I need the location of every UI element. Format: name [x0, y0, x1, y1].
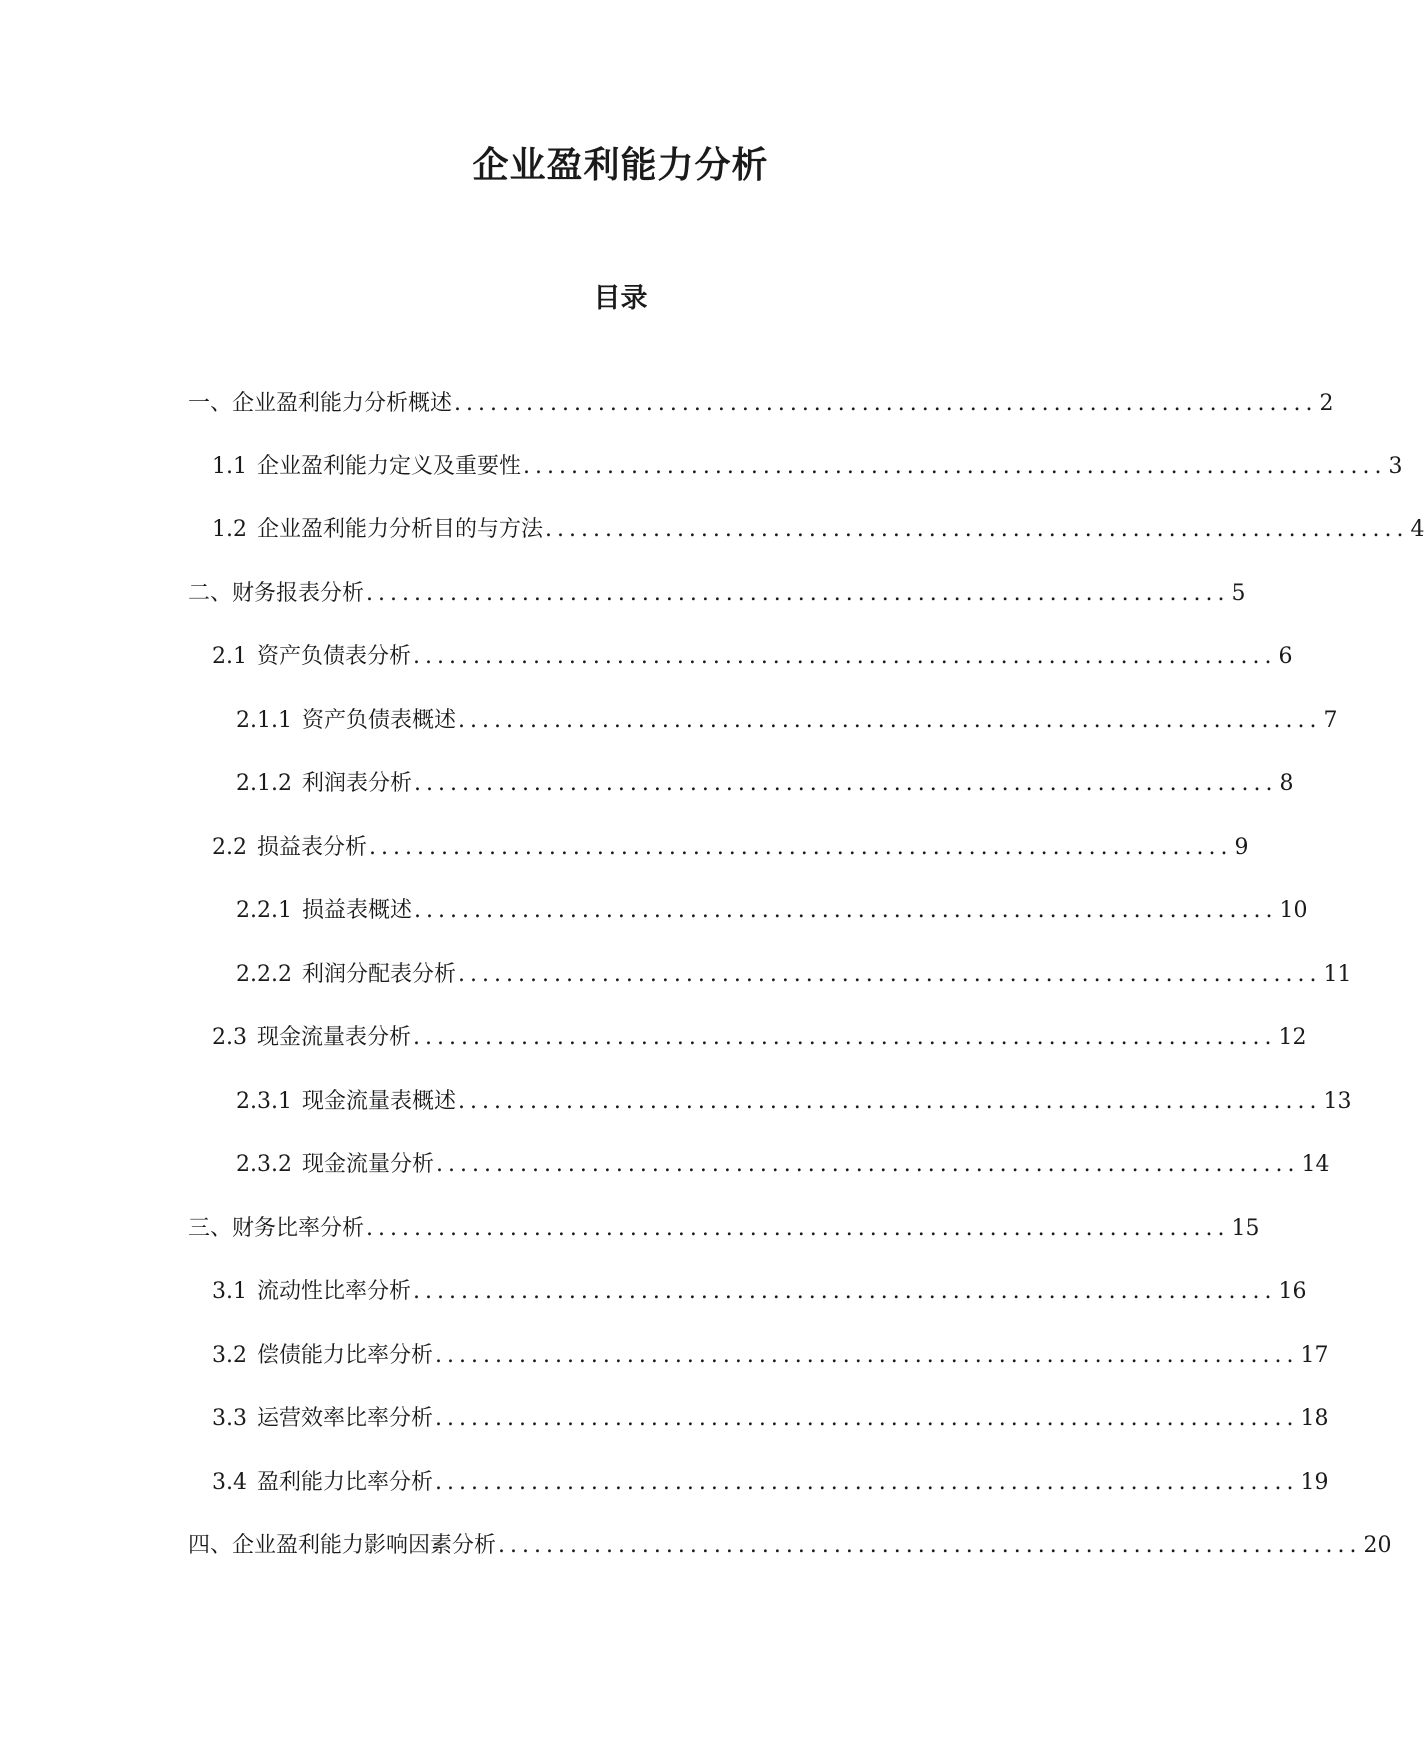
toc-entry-text: 流动性比率分析	[257, 1279, 412, 1304]
toc-section-number: 3.1	[212, 1279, 247, 1304]
toc-dot-leader: ........................................................................	[458, 1089, 1322, 1114]
toc-entry[interactable]	[212, 831, 1249, 865]
toc-section-number: 2.2.2	[236, 962, 292, 987]
toc-entry-text: 企业盈利能力定义及重要性	[257, 454, 522, 479]
toc-entry[interactable]	[212, 640, 1293, 674]
toc-dot-leader: ........................................................................	[414, 898, 1278, 923]
toc-entry-text: 盈利能力比率分析	[257, 1470, 434, 1495]
toc-entry[interactable]	[188, 387, 1334, 421]
toc-dot-leader: ........................................................................	[436, 1152, 1300, 1177]
toc-entry-text: 资产负债表分析	[257, 644, 412, 669]
toc-section-number: 3.3	[212, 1406, 247, 1431]
toc-dot-leader: ........................................................................	[545, 517, 1409, 542]
toc-dot-leader: ........................................................................	[523, 454, 1387, 479]
toc-dot-leader: ........................................................................	[435, 1406, 1299, 1431]
toc-page-number: 13	[1323, 1089, 1352, 1114]
toc-page-number: 20	[1363, 1533, 1392, 1558]
toc-entry[interactable]	[212, 1275, 1307, 1309]
toc-dot-leader: ........................................................................	[369, 835, 1233, 860]
toc-section-number: 2.3	[212, 1025, 247, 1050]
toc-entry-text: 现金流量分析	[301, 1152, 434, 1177]
toc-entry-text: 三、财务比率分析	[188, 1216, 365, 1241]
toc-entry-text: 现金流量表概述	[301, 1089, 456, 1114]
toc-entry-text: 资产负债表概述	[301, 708, 456, 733]
toc-entry-text: 运营效率比率分析	[257, 1406, 434, 1431]
toc-entry[interactable]	[236, 894, 1308, 928]
toc-entry-text: 四、企业盈利能力影响因素分析	[188, 1533, 497, 1558]
toc-section-number: 2.1.1	[236, 708, 292, 733]
toc-page-number: 10	[1279, 898, 1308, 923]
toc-entry-text: 损益表概述	[301, 898, 412, 923]
toc-entry[interactable]	[212, 513, 1425, 547]
toc-entry[interactable]	[188, 1529, 1392, 1563]
toc-entry-text: 利润表分析	[301, 771, 412, 796]
toc-entry[interactable]	[236, 767, 1294, 801]
toc-page-number: 6	[1278, 644, 1293, 669]
toc-dot-leader: ........................................................................	[414, 771, 1278, 796]
toc-dot-leader: ........................................................................	[413, 644, 1277, 669]
document-title: 企业盈利能力分析	[472, 145, 769, 186]
toc-page-number: 3	[1388, 454, 1403, 479]
toc-entry[interactable]	[236, 704, 1338, 738]
toc-entry-text: 损益表分析	[257, 835, 368, 860]
toc-page-number: 11	[1323, 962, 1352, 987]
toc-heading: 目录	[593, 283, 648, 314]
toc-page-number: 18	[1300, 1406, 1329, 1431]
toc-entry[interactable]	[212, 1339, 1329, 1373]
toc-dot-leader: ........................................................................	[454, 391, 1318, 416]
toc-entry-text: 现金流量表分析	[257, 1025, 412, 1050]
toc-entry-text: 偿债能力比率分析	[257, 1343, 434, 1368]
toc-entry[interactable]	[212, 450, 1403, 484]
toc-section-number: 1.2	[212, 517, 247, 542]
toc-entry[interactable]	[236, 958, 1352, 992]
toc-page-number: 4	[1410, 517, 1425, 542]
toc-section-number: 3.2	[212, 1343, 247, 1368]
toc-page-number: 19	[1300, 1470, 1329, 1495]
toc-dot-leader: ........................................................................	[413, 1279, 1277, 1304]
toc-dot-leader: ........................................................................	[498, 1533, 1362, 1558]
toc-dot-leader: ........................................................................	[413, 1025, 1277, 1050]
toc-page-number: 14	[1301, 1152, 1330, 1177]
toc-entry[interactable]	[236, 1148, 1330, 1182]
toc-page-number: 7	[1323, 708, 1338, 733]
toc-page-number: 17	[1300, 1343, 1329, 1368]
toc-entry[interactable]	[212, 1466, 1329, 1500]
toc-page-number: 15	[1231, 1216, 1260, 1241]
toc-section-number: 2.3.2	[236, 1152, 292, 1177]
toc-page-number: 9	[1234, 835, 1249, 860]
toc-section-number: 3.4	[212, 1470, 247, 1495]
toc-entry[interactable]	[212, 1021, 1307, 1055]
toc-entry-text: 二、财务报表分析	[188, 581, 365, 606]
toc-section-number: 2.2	[212, 835, 247, 860]
toc-dot-leader: ........................................................................	[458, 708, 1322, 733]
toc-page-number: 5	[1231, 581, 1246, 606]
toc-entry[interactable]	[188, 1212, 1260, 1246]
toc-entry[interactable]	[212, 1402, 1329, 1436]
toc-section-number: 2.3.1	[236, 1089, 292, 1114]
toc-dot-leader: ........................................................................	[435, 1343, 1299, 1368]
toc-entry[interactable]	[236, 1085, 1352, 1119]
toc-section-number: 2.2.1	[236, 898, 292, 923]
toc-dot-leader: ........................................................................	[435, 1470, 1299, 1495]
toc-dot-leader: ........................................................................	[366, 1216, 1230, 1241]
toc-page-number: 12	[1278, 1025, 1307, 1050]
toc-section-number: 1.1	[212, 454, 247, 479]
toc-entry-text: 企业盈利能力分析目的与方法	[257, 517, 544, 542]
toc-page-number: 8	[1279, 771, 1294, 796]
toc-dot-leader: ........................................................................	[366, 581, 1230, 606]
toc-entry-text: 利润分配表分析	[301, 962, 456, 987]
toc-section-number: 2.1	[212, 644, 247, 669]
toc-entry[interactable]	[188, 577, 1246, 611]
toc-page-number: 2	[1319, 391, 1334, 416]
toc-page-number: 16	[1278, 1279, 1307, 1304]
toc-entry-text: 一、企业盈利能力分析概述	[188, 391, 453, 416]
toc-dot-leader: ........................................................................	[458, 962, 1322, 987]
toc-section-number: 2.1.2	[236, 771, 292, 796]
